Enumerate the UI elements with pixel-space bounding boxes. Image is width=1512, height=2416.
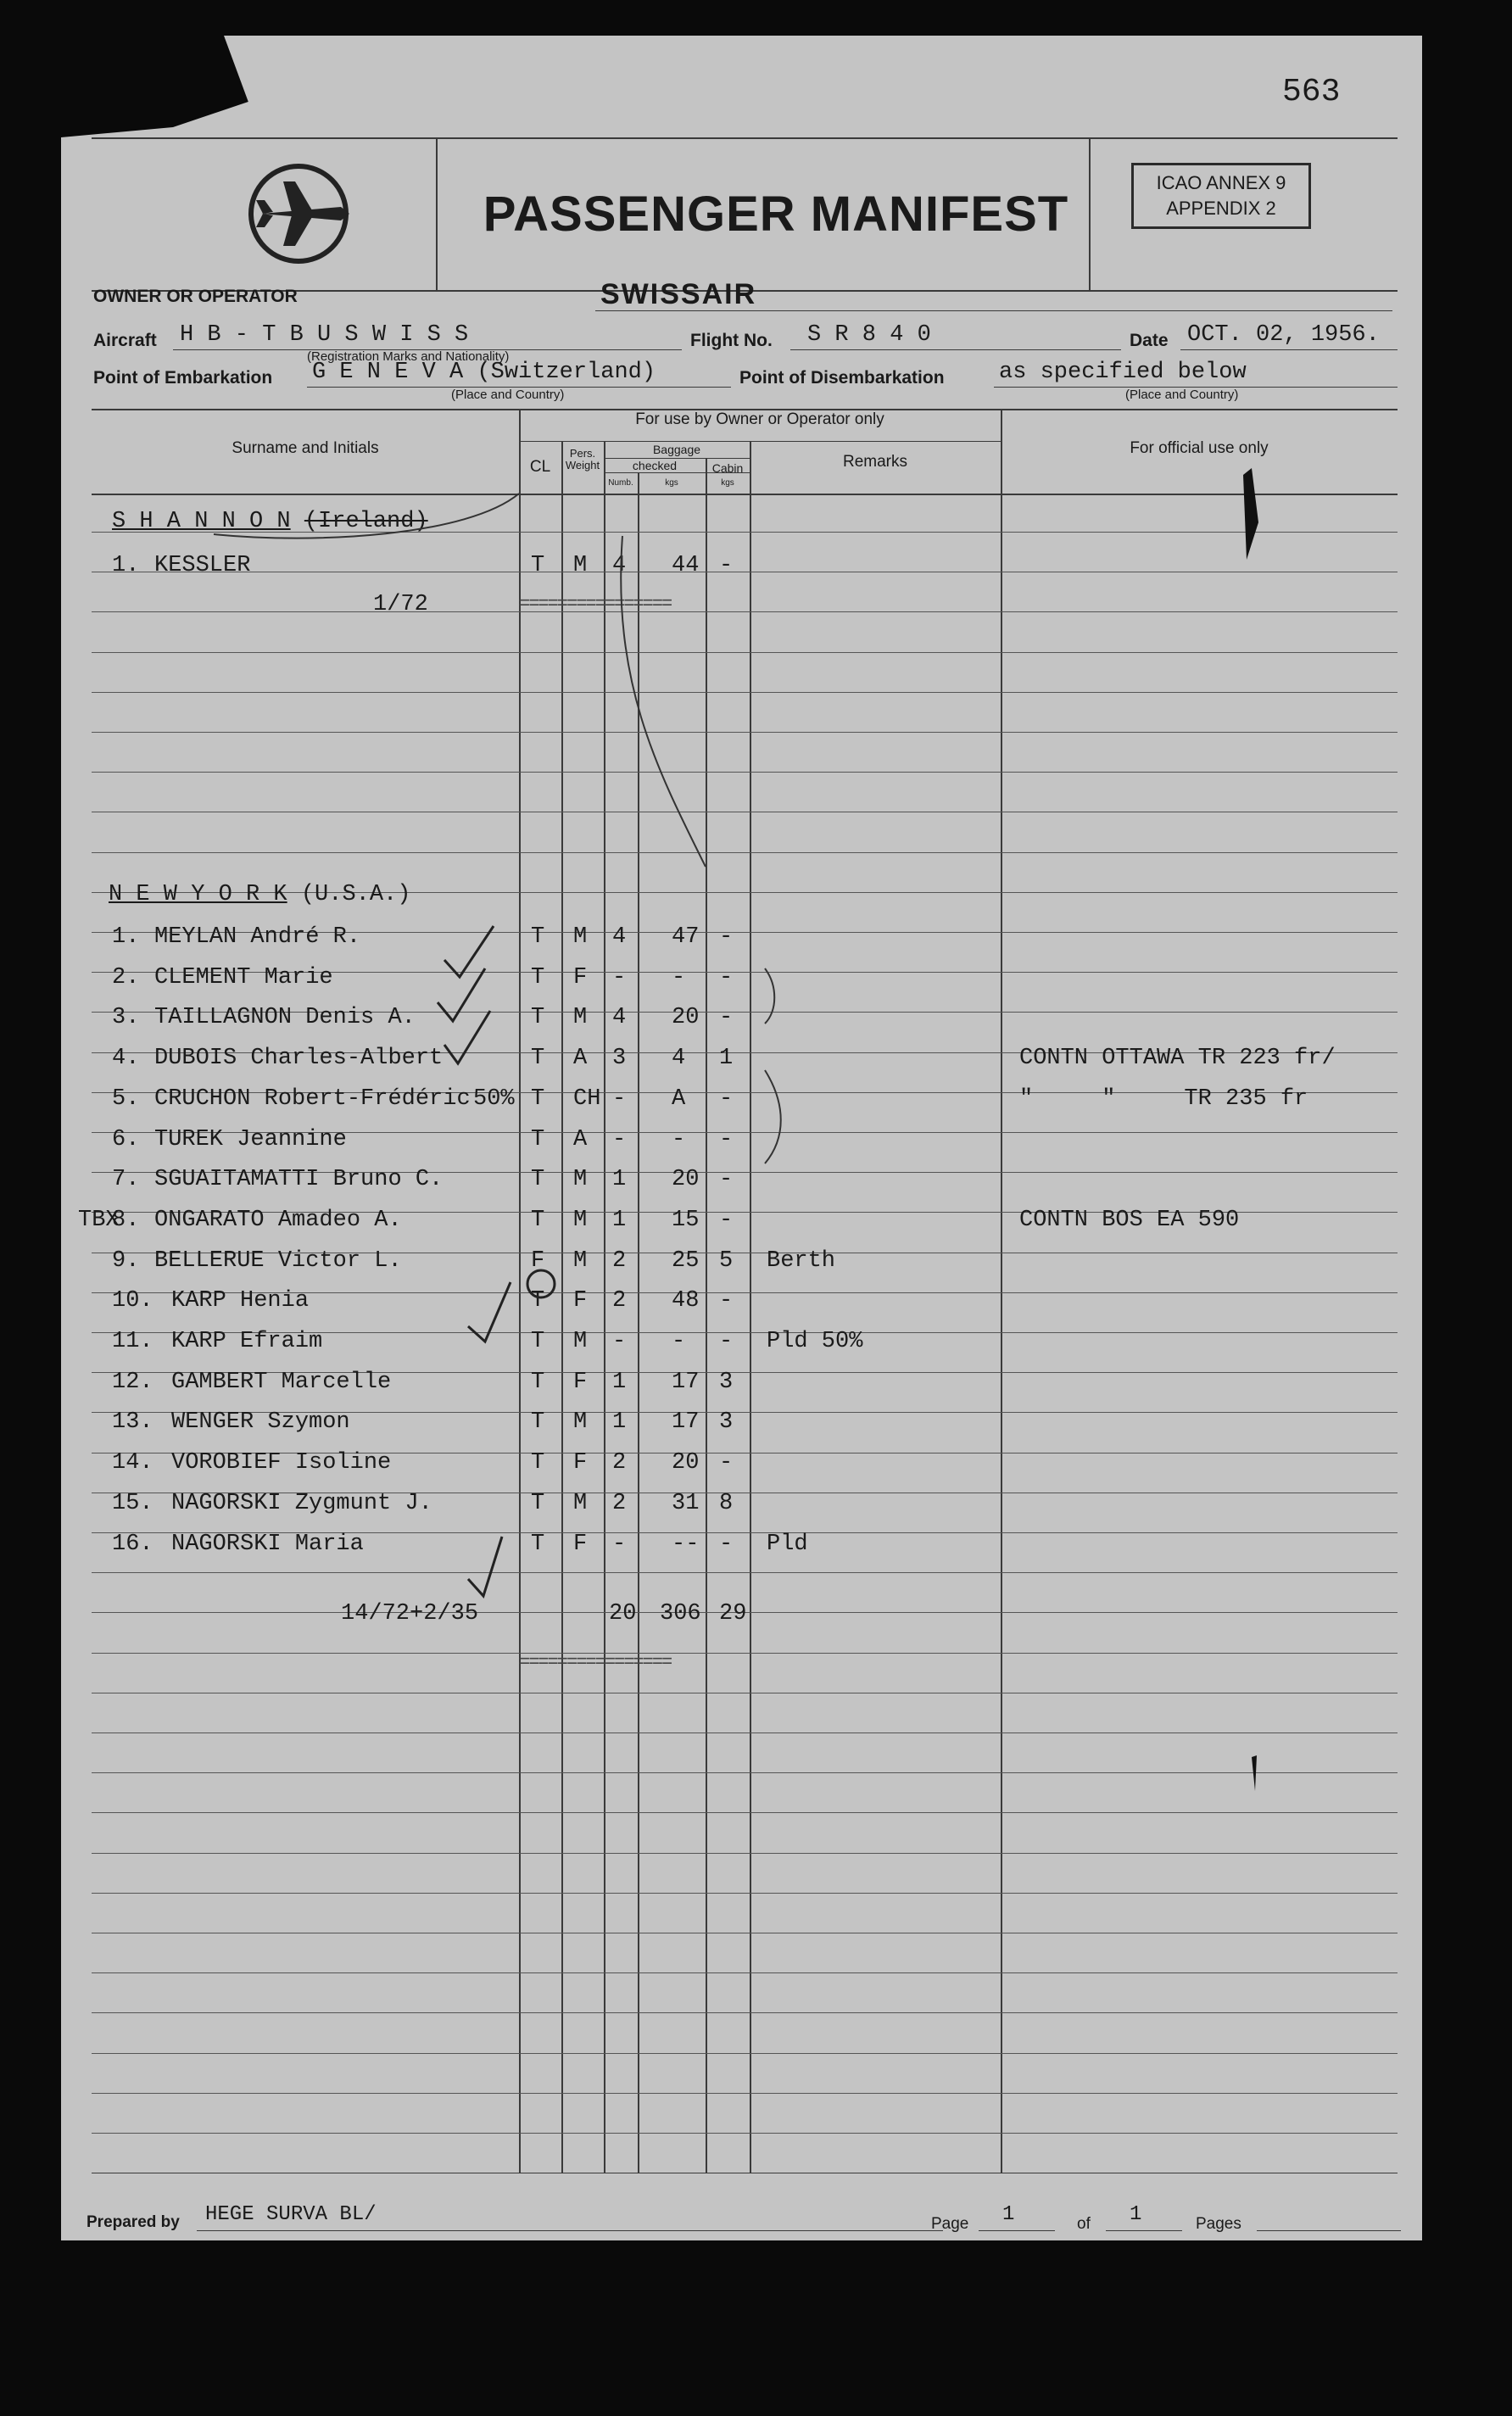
class-cell: T	[531, 965, 545, 990]
class-cell: T	[531, 1046, 545, 1071]
row-number: 2.	[112, 965, 140, 990]
cabin-kgs-cell: 5	[719, 1248, 734, 1274]
passenger-name: CRUCHON Robert-Frédéric	[154, 1086, 471, 1112]
weight-cell: CH	[573, 1086, 601, 1112]
embark-caption: (Place and Country)	[451, 388, 565, 402]
icao-line-1: ICAO ANNEX 9	[1156, 172, 1286, 193]
passenger-name: WENGER Szymon	[171, 1409, 350, 1435]
cabin-kgs-cell: -	[719, 924, 734, 950]
remarks-cell: Berth	[767, 1248, 836, 1274]
checkmark-1	[444, 926, 494, 977]
official-use-cell: CONTN BOS EA 590	[1019, 1208, 1240, 1233]
ny-total-numb: 20	[609, 1601, 637, 1626]
baggage-kgs-cell: 20	[672, 1450, 700, 1476]
baggage-number-cell: 1	[612, 1167, 627, 1192]
row-number: 8.	[112, 1208, 140, 1233]
baggage-kgs-cell: 17	[672, 1409, 700, 1435]
page-number: 563	[1282, 74, 1341, 110]
baggage-kgs-cell: -	[672, 965, 686, 990]
passenger-name: MEYLAN André R.	[154, 924, 361, 950]
row-number: 9.	[112, 1248, 140, 1274]
baggage-kgs-cell: 4	[672, 1046, 686, 1071]
prepared-value: HEGE SURVA BL/	[205, 2203, 377, 2226]
cabin-kgs-cell: -	[719, 1329, 734, 1354]
official-use-cell: CONTN OTTAWA TR 223 fr/	[1019, 1046, 1336, 1071]
pages-label: Pages	[1196, 2215, 1241, 2233]
weight-cell: F	[573, 1532, 588, 1557]
baggage-number-cell: 4	[612, 924, 627, 950]
numb-header: Numb.	[608, 478, 633, 488]
baggage-number-cell: 2	[612, 1450, 627, 1476]
cabin-kgs-cell: -	[719, 553, 734, 578]
row-number: 6.	[112, 1127, 140, 1152]
circled-f-mark	[527, 1270, 555, 1297]
weight-cell: F	[573, 965, 588, 990]
baggage-kgs-cell: 48	[672, 1288, 700, 1314]
cabin-kgs-cell: 1	[719, 1046, 734, 1071]
cabin-kgs-cell: 3	[719, 1409, 734, 1435]
shannon-hand-curve	[214, 494, 519, 538]
ny-total-cabin: 29	[719, 1601, 747, 1626]
row-number: 7.	[112, 1167, 140, 1192]
passenger-name: NAGORSKI Maria	[171, 1532, 364, 1557]
row-number: 5.	[112, 1086, 140, 1112]
cabin-kgs-cell: -	[719, 1288, 734, 1314]
baggage-kgs-cell: A	[672, 1086, 686, 1112]
row-number: 10.	[112, 1288, 153, 1314]
weight-cell: A	[573, 1127, 588, 1152]
remarks-cell: Pld 50%	[767, 1329, 863, 1354]
shannon-double-rule: ================	[519, 594, 672, 615]
weight-cell: F	[573, 1370, 588, 1395]
weight-cell: M	[573, 1491, 588, 1516]
brace-2	[765, 1070, 781, 1163]
baggage-kgs-cell: 15	[672, 1208, 700, 1233]
surname-header: Surname and Initials	[232, 439, 379, 457]
weight-cell: M	[573, 1248, 588, 1274]
class-cell: T	[531, 1288, 545, 1314]
passenger-name: KESSLER	[154, 553, 251, 578]
baggage-number-cell: -	[612, 965, 627, 990]
cabin-kgs-cell: -	[719, 1532, 734, 1557]
row-number: 4.	[112, 1046, 140, 1071]
disembark-label: Point of Disembarkation	[739, 368, 945, 388]
row-number: 16.	[112, 1532, 153, 1557]
passenger-name: TAILLAGNON Denis A.	[154, 1005, 416, 1030]
weight-cell: M	[573, 553, 588, 578]
cabin-kgs-cell: 3	[719, 1370, 734, 1395]
page-title: PASSENGER MANIFEST	[483, 186, 1069, 242]
cabin-kgs-cell: 8	[719, 1491, 734, 1516]
kgs-header: kgs	[665, 478, 678, 488]
class-cell: T	[531, 1409, 545, 1435]
cabin-kgs-header: kgs	[721, 478, 734, 488]
baggage-number-cell: 2	[612, 1491, 627, 1516]
ny-total-label: 14/72+2/35	[341, 1601, 479, 1626]
baggage-kgs-cell: 47	[672, 924, 700, 950]
passenger-name: TUREK Jeannine	[154, 1127, 347, 1152]
shannon-subtotal: 1/72	[373, 592, 428, 617]
shannon-city: S H A N N O N	[112, 509, 291, 534]
baggage-number-cell: -	[612, 1127, 627, 1152]
passenger-name: BELLERUE Victor L.	[154, 1248, 402, 1274]
baggage-number-cell: 2	[612, 1248, 627, 1274]
weight-cell: M	[573, 1167, 588, 1192]
baggage-kgs-cell: 31	[672, 1491, 700, 1516]
weight-cell: F	[573, 1450, 588, 1476]
class-cell: T	[531, 1370, 545, 1395]
owner-value: SWISSAIR	[600, 278, 757, 310]
row-note: 50%	[473, 1086, 515, 1112]
checked-header: checked	[632, 459, 678, 472]
baggage-number-cell: 1	[612, 1370, 627, 1395]
remarks-header: Remarks	[842, 453, 907, 471]
passenger-name: DUBOIS Charles-Albert	[154, 1046, 444, 1071]
ink-mark-lower	[1252, 1755, 1257, 1791]
baggage-kgs-cell: 44	[672, 553, 700, 578]
class-cell: T	[531, 1491, 545, 1516]
brace-1	[765, 968, 774, 1024]
registration-caption: (Registration Marks and Nationality)	[307, 349, 510, 364]
of-label: of	[1077, 2215, 1091, 2233]
ny-total-kgs: 306	[660, 1601, 701, 1626]
page-underline	[979, 2230, 1055, 2231]
class-cell: T	[531, 1450, 545, 1476]
cabin-kgs-cell: -	[719, 1086, 734, 1112]
baggage-number-cell: -	[612, 1086, 627, 1112]
ny-double-rule: ================	[519, 1652, 672, 1673]
aircraft-value: H B - T B U S W I S S	[180, 322, 469, 348]
class-cell: T	[531, 1005, 545, 1030]
row-number: 3.	[112, 1005, 140, 1030]
class-cell: F	[531, 1248, 545, 1274]
baggage-number-cell: 4	[612, 553, 627, 578]
baggage-kgs-cell: 17	[672, 1370, 700, 1395]
row-number: 15.	[112, 1491, 153, 1516]
owner-label: OWNER OR OPERATOR	[93, 287, 298, 306]
baggage-kgs-cell: 25	[672, 1248, 700, 1274]
official-use-cell: " " TR 235 fr	[1019, 1086, 1308, 1112]
icao-line-2: APPENDIX 2	[1166, 198, 1276, 219]
embark-value: G E N E V A (Switzerland)	[312, 360, 656, 385]
baggage-number-cell: 2	[612, 1288, 627, 1314]
cabin-header: Cabin	[711, 461, 744, 475]
row-number: 14.	[112, 1450, 153, 1476]
row-number: 1.	[112, 924, 140, 950]
baggage-number-cell: -	[612, 1532, 627, 1557]
baggage-number-cell: 1	[612, 1409, 627, 1435]
flight-value: S R 8 4 0	[807, 322, 931, 348]
passenger-name: ONGARATO Amadeo A.	[154, 1208, 402, 1233]
cabin-kgs-cell: -	[719, 1167, 734, 1192]
class-cell: T	[531, 1086, 545, 1112]
passenger-name: CLEMENT Marie	[154, 965, 333, 990]
class-cell: T	[531, 924, 545, 950]
pages-underline	[1257, 2230, 1401, 2231]
weight-cell: M	[573, 924, 588, 950]
passenger-name: KARP Efraim	[171, 1329, 323, 1354]
cl-header: CL	[529, 458, 551, 476]
checkmark-16	[468, 1537, 502, 1596]
disembark-caption: (Place and Country)	[1125, 388, 1239, 402]
cabin-kgs-cell: -	[719, 1208, 734, 1233]
date-label: Date	[1130, 331, 1169, 350]
page-value: 1	[1002, 2203, 1015, 2226]
baggage-number-cell: 3	[612, 1046, 627, 1071]
baggage-number-cell: 4	[612, 1005, 627, 1030]
baggage-kgs-cell: --	[672, 1532, 700, 1557]
cabin-kgs-cell: -	[719, 1127, 734, 1152]
passenger-name: VOROBIEF Isoline	[171, 1450, 392, 1476]
cabin-kgs-cell: -	[719, 1450, 734, 1476]
newyork-city: N E W Y O R K	[109, 882, 287, 907]
baggage-number-cell: 1	[612, 1208, 627, 1233]
baggage-header: Baggage	[652, 443, 701, 456]
baggage-kgs-cell: -	[672, 1329, 686, 1354]
passenger-name: NAGORSKI Zygmunt J.	[171, 1491, 432, 1516]
embark-label: Point of Embarkation	[93, 368, 273, 388]
class-cell: T	[531, 1127, 545, 1152]
baggage-kgs-cell: 20	[672, 1167, 700, 1192]
aircraft-label: Aircraft	[93, 331, 157, 350]
ink-blot	[1243, 468, 1258, 560]
class-cell: T	[531, 1167, 545, 1192]
row-prefix-mark: TBX	[78, 1208, 120, 1233]
flight-label: Flight No.	[690, 331, 773, 350]
checkmark-8	[468, 1282, 511, 1342]
of-value: 1	[1130, 2203, 1142, 2226]
row-number: 1.	[112, 553, 140, 578]
of-underline	[1106, 2230, 1182, 2231]
manifest-paper	[61, 36, 1422, 2240]
cabin-kgs-cell: -	[719, 965, 734, 990]
cabin-kgs-cell: -	[719, 1005, 734, 1030]
date-value: OCT. 02, 1956.	[1187, 322, 1380, 348]
owner-use-header: For use by Owner or Operator only	[635, 410, 884, 428]
weight-cell: A	[573, 1046, 588, 1071]
page-label: Page	[931, 2215, 969, 2233]
prepared-underline	[197, 2230, 943, 2231]
baggage-number-cell: -	[612, 1329, 627, 1354]
weight-header-line2: Weight	[565, 459, 600, 471]
class-cell: T	[531, 1532, 545, 1557]
passenger-name: GAMBERT Marcelle	[171, 1370, 392, 1395]
weight-cell: M	[573, 1329, 588, 1354]
weight-cell: M	[573, 1409, 588, 1435]
weight-cell: M	[573, 1208, 588, 1233]
weight-cell: F	[573, 1288, 588, 1314]
passenger-name: KARP Henia	[171, 1288, 310, 1314]
class-cell: T	[531, 1208, 545, 1233]
row-number: 12.	[112, 1370, 153, 1395]
class-cell: T	[531, 553, 545, 578]
weight-header-line1: Pers.	[569, 447, 596, 460]
disembark-value: as specified below	[999, 360, 1247, 385]
row-number: 13.	[112, 1409, 153, 1435]
baggage-kgs-cell: 20	[672, 1005, 700, 1030]
passenger-name: SGUAITAMATTI Bruno C.	[154, 1167, 444, 1192]
remarks-cell: Pld	[767, 1532, 808, 1557]
row-number: 11.	[112, 1329, 153, 1354]
class-cell: T	[531, 1329, 545, 1354]
official-header: For official use only	[1130, 439, 1269, 457]
prepared-label: Prepared by	[86, 2213, 180, 2231]
shannon-check-curve	[621, 536, 706, 867]
weight-cell: M	[573, 1005, 588, 1030]
baggage-kgs-cell: -	[672, 1127, 686, 1152]
newyork-country: (U.S.A.)	[300, 882, 411, 907]
handwriting-marks	[61, 36, 1422, 2240]
shannon-country: (Ireland)	[304, 509, 428, 534]
